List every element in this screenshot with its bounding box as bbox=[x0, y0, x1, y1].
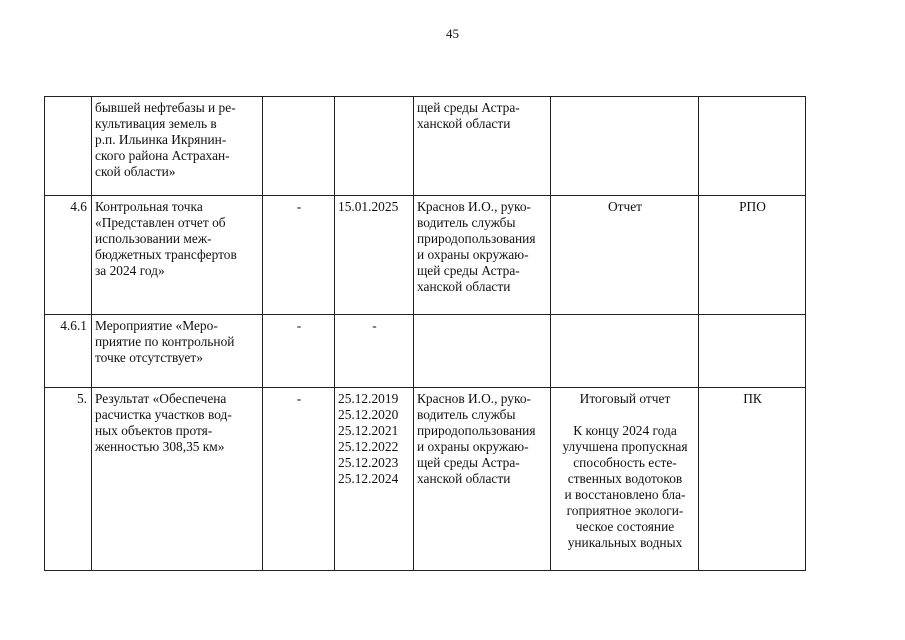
end-date-cell bbox=[335, 388, 414, 571]
result-cell bbox=[551, 388, 699, 571]
cell-text-line: «Представлен отчет об bbox=[95, 215, 226, 230]
system-cell: ПК bbox=[699, 388, 806, 571]
cell-text-line: приятие по контрольной bbox=[95, 334, 235, 349]
cell-text-line: К концу 2024 года bbox=[573, 423, 677, 438]
name-cell bbox=[92, 315, 263, 388]
cell-text-line bbox=[554, 407, 696, 423]
cell-text-line: и охраны окружаю- bbox=[417, 439, 529, 454]
cell-text-line: Мероприятие «Меро- bbox=[95, 318, 218, 333]
cell-text-line: и охраны окружаю- bbox=[417, 247, 529, 262]
responsible-cell bbox=[414, 388, 551, 571]
cell-text-line: 25.12.2020 bbox=[338, 407, 399, 422]
row-number-cell: 4.6 bbox=[45, 196, 92, 315]
cell-text-line: 25.12.2023 bbox=[338, 455, 399, 470]
cell-text-line: водитель службы bbox=[417, 215, 516, 230]
cell-text-line: - bbox=[296, 199, 302, 214]
responsible-cell bbox=[414, 196, 551, 315]
cell-text-line: культивация земель в bbox=[95, 116, 217, 131]
cell-text-line: бывшей нефтебазы и ре- bbox=[95, 100, 236, 115]
system-cell bbox=[699, 97, 806, 196]
cell-text-line: водитель службы bbox=[417, 407, 516, 422]
name-cell bbox=[92, 196, 263, 315]
cell-text-line: 15.01.2025 bbox=[338, 199, 399, 214]
cell-text-line: расчистка участков вод- bbox=[95, 407, 232, 422]
start-date-cell bbox=[263, 196, 335, 315]
cell-text-line: Отчет bbox=[607, 199, 643, 214]
result-cell bbox=[551, 196, 699, 315]
cell-text-line: улучшена пропускная bbox=[562, 439, 688, 454]
cell-text-line: ханской области bbox=[417, 116, 511, 131]
result-cell bbox=[551, 97, 699, 196]
cell-text-line: 25.12.2024 bbox=[338, 471, 399, 486]
cell-text-line: Краснов И.О., руко- bbox=[417, 391, 531, 406]
start-date-cell bbox=[263, 315, 335, 388]
start-date-cell bbox=[263, 388, 335, 571]
cell-text-line: Контрольная точка bbox=[95, 199, 203, 214]
cell-text-line: 25.12.2022 bbox=[338, 439, 399, 454]
cell-text-line: - bbox=[296, 318, 302, 333]
cell-text-line: р.п. Ильинка Икрянин- bbox=[95, 132, 227, 147]
end-date-cell bbox=[335, 315, 414, 388]
cell-text-line: уникальных водных bbox=[567, 535, 683, 550]
page-number: 45 bbox=[446, 26, 459, 41]
cell-text-line: способность есте- bbox=[573, 455, 677, 470]
cell-text-line: - bbox=[296, 391, 302, 406]
cell-text-line: за 2024 год» bbox=[95, 263, 165, 278]
cell-text-line: щей среды Астра- bbox=[417, 100, 520, 115]
system-cell bbox=[699, 315, 806, 388]
cell-text-line: и восстановлено бла- bbox=[564, 487, 686, 502]
cell-text-line: точке отсутствует» bbox=[95, 350, 203, 365]
plan-table bbox=[44, 96, 806, 571]
cell-text-line: ческое состояние bbox=[575, 519, 675, 534]
table-row bbox=[45, 388, 806, 571]
cell-text-line: ского района Астрахан- bbox=[95, 148, 230, 163]
cell-text-line: - bbox=[372, 318, 377, 333]
cell-text-line: щей среды Астра- bbox=[417, 455, 520, 470]
row-number-cell: 5. bbox=[45, 388, 92, 571]
name-cell bbox=[92, 97, 263, 196]
cell-text-line: щей среды Астра- bbox=[417, 263, 520, 278]
end-date-cell bbox=[335, 196, 414, 315]
cell-text-line: ных объектов протя- bbox=[95, 423, 213, 438]
cell-text-line: Результат «Обеспечена bbox=[95, 391, 227, 406]
cell-text-line: женностью 308,35 км» bbox=[95, 439, 225, 454]
cell-text-line: Итоговый отчет bbox=[579, 391, 671, 406]
result-cell bbox=[551, 315, 699, 388]
table-row bbox=[45, 196, 806, 315]
cell-text-line: бюджетных трансфертов bbox=[95, 247, 237, 262]
cell-text-line: гоприятное экологи- bbox=[566, 503, 684, 518]
cell-text-line: ственных водотоков bbox=[567, 471, 683, 486]
table-row bbox=[45, 315, 806, 388]
cell-text-line: 25.12.2019 bbox=[338, 391, 399, 406]
end-date-cell bbox=[335, 97, 414, 196]
system-cell: РПО bbox=[699, 196, 806, 315]
row-number-cell bbox=[45, 97, 92, 196]
start-date-cell bbox=[263, 97, 335, 196]
row-number-cell: 4.6.1 bbox=[45, 315, 92, 388]
cell-text-line: Краснов И.О., руко- bbox=[417, 199, 531, 214]
table-row bbox=[45, 97, 806, 196]
cell-text-line: использовании меж- bbox=[95, 231, 212, 246]
responsible-cell bbox=[414, 315, 551, 388]
cell-text-line: природопользования bbox=[417, 231, 536, 246]
cell-text-line: ханской области bbox=[417, 279, 511, 294]
name-cell bbox=[92, 388, 263, 571]
cell-text-line: ханской области bbox=[417, 471, 511, 486]
cell-text-line: 25.12.2021 bbox=[338, 423, 399, 438]
cell-text-line: природопользования bbox=[417, 423, 536, 438]
cell-text-line: ской области» bbox=[95, 164, 176, 179]
responsible-cell bbox=[414, 97, 551, 196]
